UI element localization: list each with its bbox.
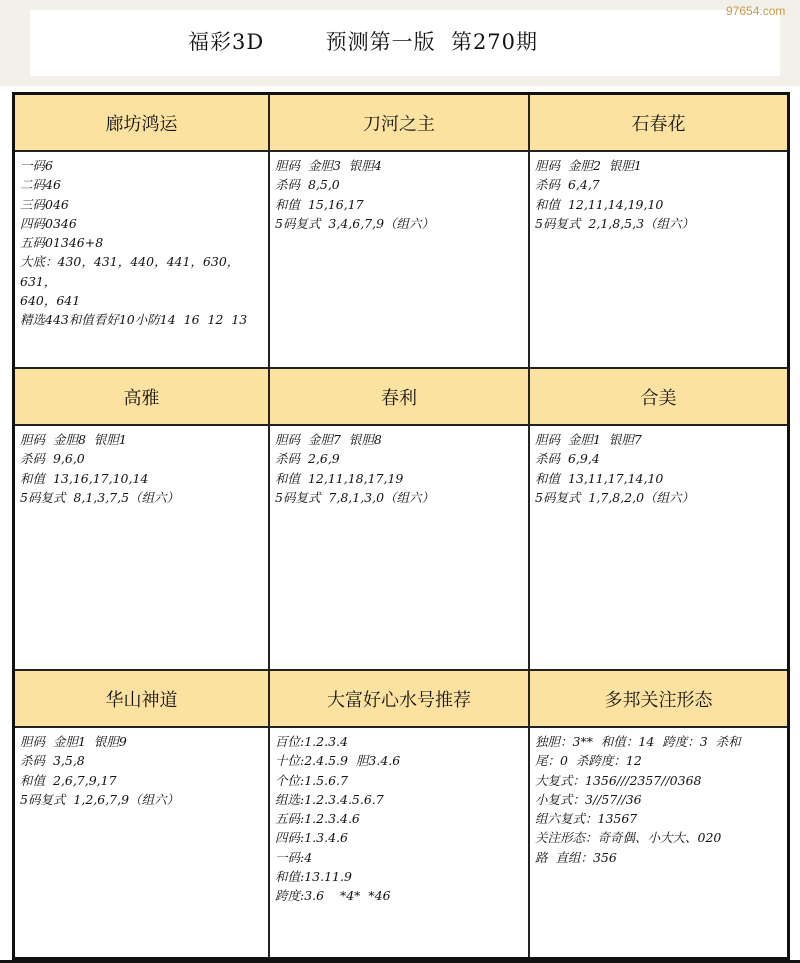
prediction-line: 5码复式 7,8,1,3,0（组六） xyxy=(275,489,435,505)
cell-body xyxy=(15,426,268,507)
cell-title: 合美 xyxy=(530,369,787,426)
prediction-line: 二码46 xyxy=(20,177,61,193)
cell-body xyxy=(270,426,528,507)
page-title: 福彩3D 预测第一版 第270期 xyxy=(188,30,539,54)
prediction-line: 五码:1.2.3.4.6 xyxy=(275,811,360,827)
watermark: 97654.com xyxy=(726,4,786,18)
prediction-line: 胆码 金胆2 银胆1 xyxy=(535,158,642,173)
cell-shichunhua xyxy=(530,95,787,369)
cell-hemei xyxy=(530,369,787,671)
prediction-line: 组六复式：13567 xyxy=(535,811,638,827)
prediction-line: 和值 12,11,14,19,10 xyxy=(535,196,664,212)
prediction-line: 5码复式 8,1,3,7,5（组六） xyxy=(20,489,180,505)
cell-body xyxy=(530,152,787,233)
cell-body xyxy=(530,728,787,867)
prediction-line: 大底：430，431，440，441，630，631， xyxy=(20,254,240,289)
prediction-line: 5码复式 1,7,8,2,0（组六） xyxy=(535,489,695,505)
prediction-line: 杀码 3,5,8 xyxy=(20,753,85,769)
cell-body xyxy=(270,728,528,906)
prediction-line: 640，641 xyxy=(20,293,81,309)
prediction-line: 胆码 金胆3 银胆4 xyxy=(275,158,382,173)
cell-body xyxy=(15,728,268,809)
prediction-line: 大复式：1356///2357//0368 xyxy=(535,772,702,788)
prediction-line: 和值 15,16,17 xyxy=(275,196,364,212)
cell-title: 多邦关注形态 xyxy=(530,671,787,728)
cell-body xyxy=(270,152,528,233)
prediction-line: 组选:1.2.3.4.5.6.7 xyxy=(275,791,384,807)
prediction-line: 和值:13.11.9 xyxy=(275,869,352,885)
prediction-grid xyxy=(12,92,790,960)
prediction-line: 尾：0 杀跨度：12 xyxy=(535,753,642,769)
header-band xyxy=(0,0,800,86)
prediction-line: 杀码 9,6,0 xyxy=(20,451,85,467)
cell-dafu xyxy=(270,671,530,957)
prediction-line: 和值 13,16,17,10,14 xyxy=(20,470,149,486)
prediction-line: 胆码 金胆1 银胆9 xyxy=(20,734,127,749)
prediction-line: 百位:1.2.3.4 xyxy=(275,734,348,749)
prediction-line: 一码6 xyxy=(20,158,53,173)
prediction-line: 精选443和值看好10小防14 16 12 13 xyxy=(20,312,248,328)
cell-title: 石春花 xyxy=(530,95,787,152)
cell-gaoya xyxy=(15,369,270,671)
prediction-line: 杀码 6,9,4 xyxy=(535,451,600,467)
cell-langfang xyxy=(15,95,270,369)
cell-body xyxy=(15,152,268,330)
prediction-line: 杀码 8,5,0 xyxy=(275,177,340,193)
prediction-line: 关注形态：奇奇偶、小大大、020 xyxy=(535,830,722,846)
prediction-line: 5码复式 1,2,6,7,9（组六） xyxy=(20,791,180,807)
prediction-line: 一码:4 xyxy=(275,849,313,865)
prediction-line: 十位:2.4.5.9 胆3.4.6 xyxy=(275,753,401,769)
prediction-line: 路 直组：356 xyxy=(535,849,617,865)
prediction-line: 5码复式 2,1,8,5,3（组六） xyxy=(535,215,695,231)
prediction-line: 杀码 2,6,9 xyxy=(275,451,340,467)
prediction-line: 五码01346+8 xyxy=(20,235,104,251)
prediction-line: 四码:1.3.4.6 xyxy=(275,830,348,846)
prediction-line: 小复式：3//57//36 xyxy=(535,791,642,807)
prediction-line: 胆码 金胆8 银胆1 xyxy=(20,432,127,447)
prediction-line: 和值 2,6,7,9,17 xyxy=(20,772,117,788)
cell-huashan xyxy=(15,671,270,957)
prediction-line: 四码0346 xyxy=(20,215,77,231)
prediction-line: 杀码 6,4,7 xyxy=(535,177,600,193)
cell-chunli xyxy=(270,369,530,671)
cell-body xyxy=(530,426,787,507)
prediction-line: 和值 13,11,17,14,10 xyxy=(535,470,664,486)
cell-title: 华山神道 xyxy=(15,671,268,728)
cell-daohe xyxy=(270,95,530,369)
prediction-line: 胆码 金胆1 银胆7 xyxy=(535,432,642,447)
cell-title: 高雅 xyxy=(15,369,268,426)
prediction-line: 三码046 xyxy=(20,196,69,212)
cell-title: 春利 xyxy=(270,369,528,426)
prediction-line: 独胆：3** 和值：14 跨度：3 杀和 xyxy=(535,734,741,749)
cell-duobang xyxy=(530,671,787,957)
prediction-line: 跨度:3.6 *4* *46 xyxy=(275,888,391,904)
prediction-line: 胆码 金胆7 银胆8 xyxy=(275,432,382,447)
cell-title: 大富好心水号推荐 xyxy=(270,671,528,728)
prediction-line: 个位:1.5.6.7 xyxy=(275,772,348,788)
cell-title: 刀河之主 xyxy=(270,95,528,152)
prediction-line: 和值 12,11,18,17,19 xyxy=(275,470,404,486)
prediction-line: 5码复式 3,4,6,7,9（组六） xyxy=(275,215,435,231)
cell-title: 廊坊鸿运 xyxy=(15,95,268,152)
